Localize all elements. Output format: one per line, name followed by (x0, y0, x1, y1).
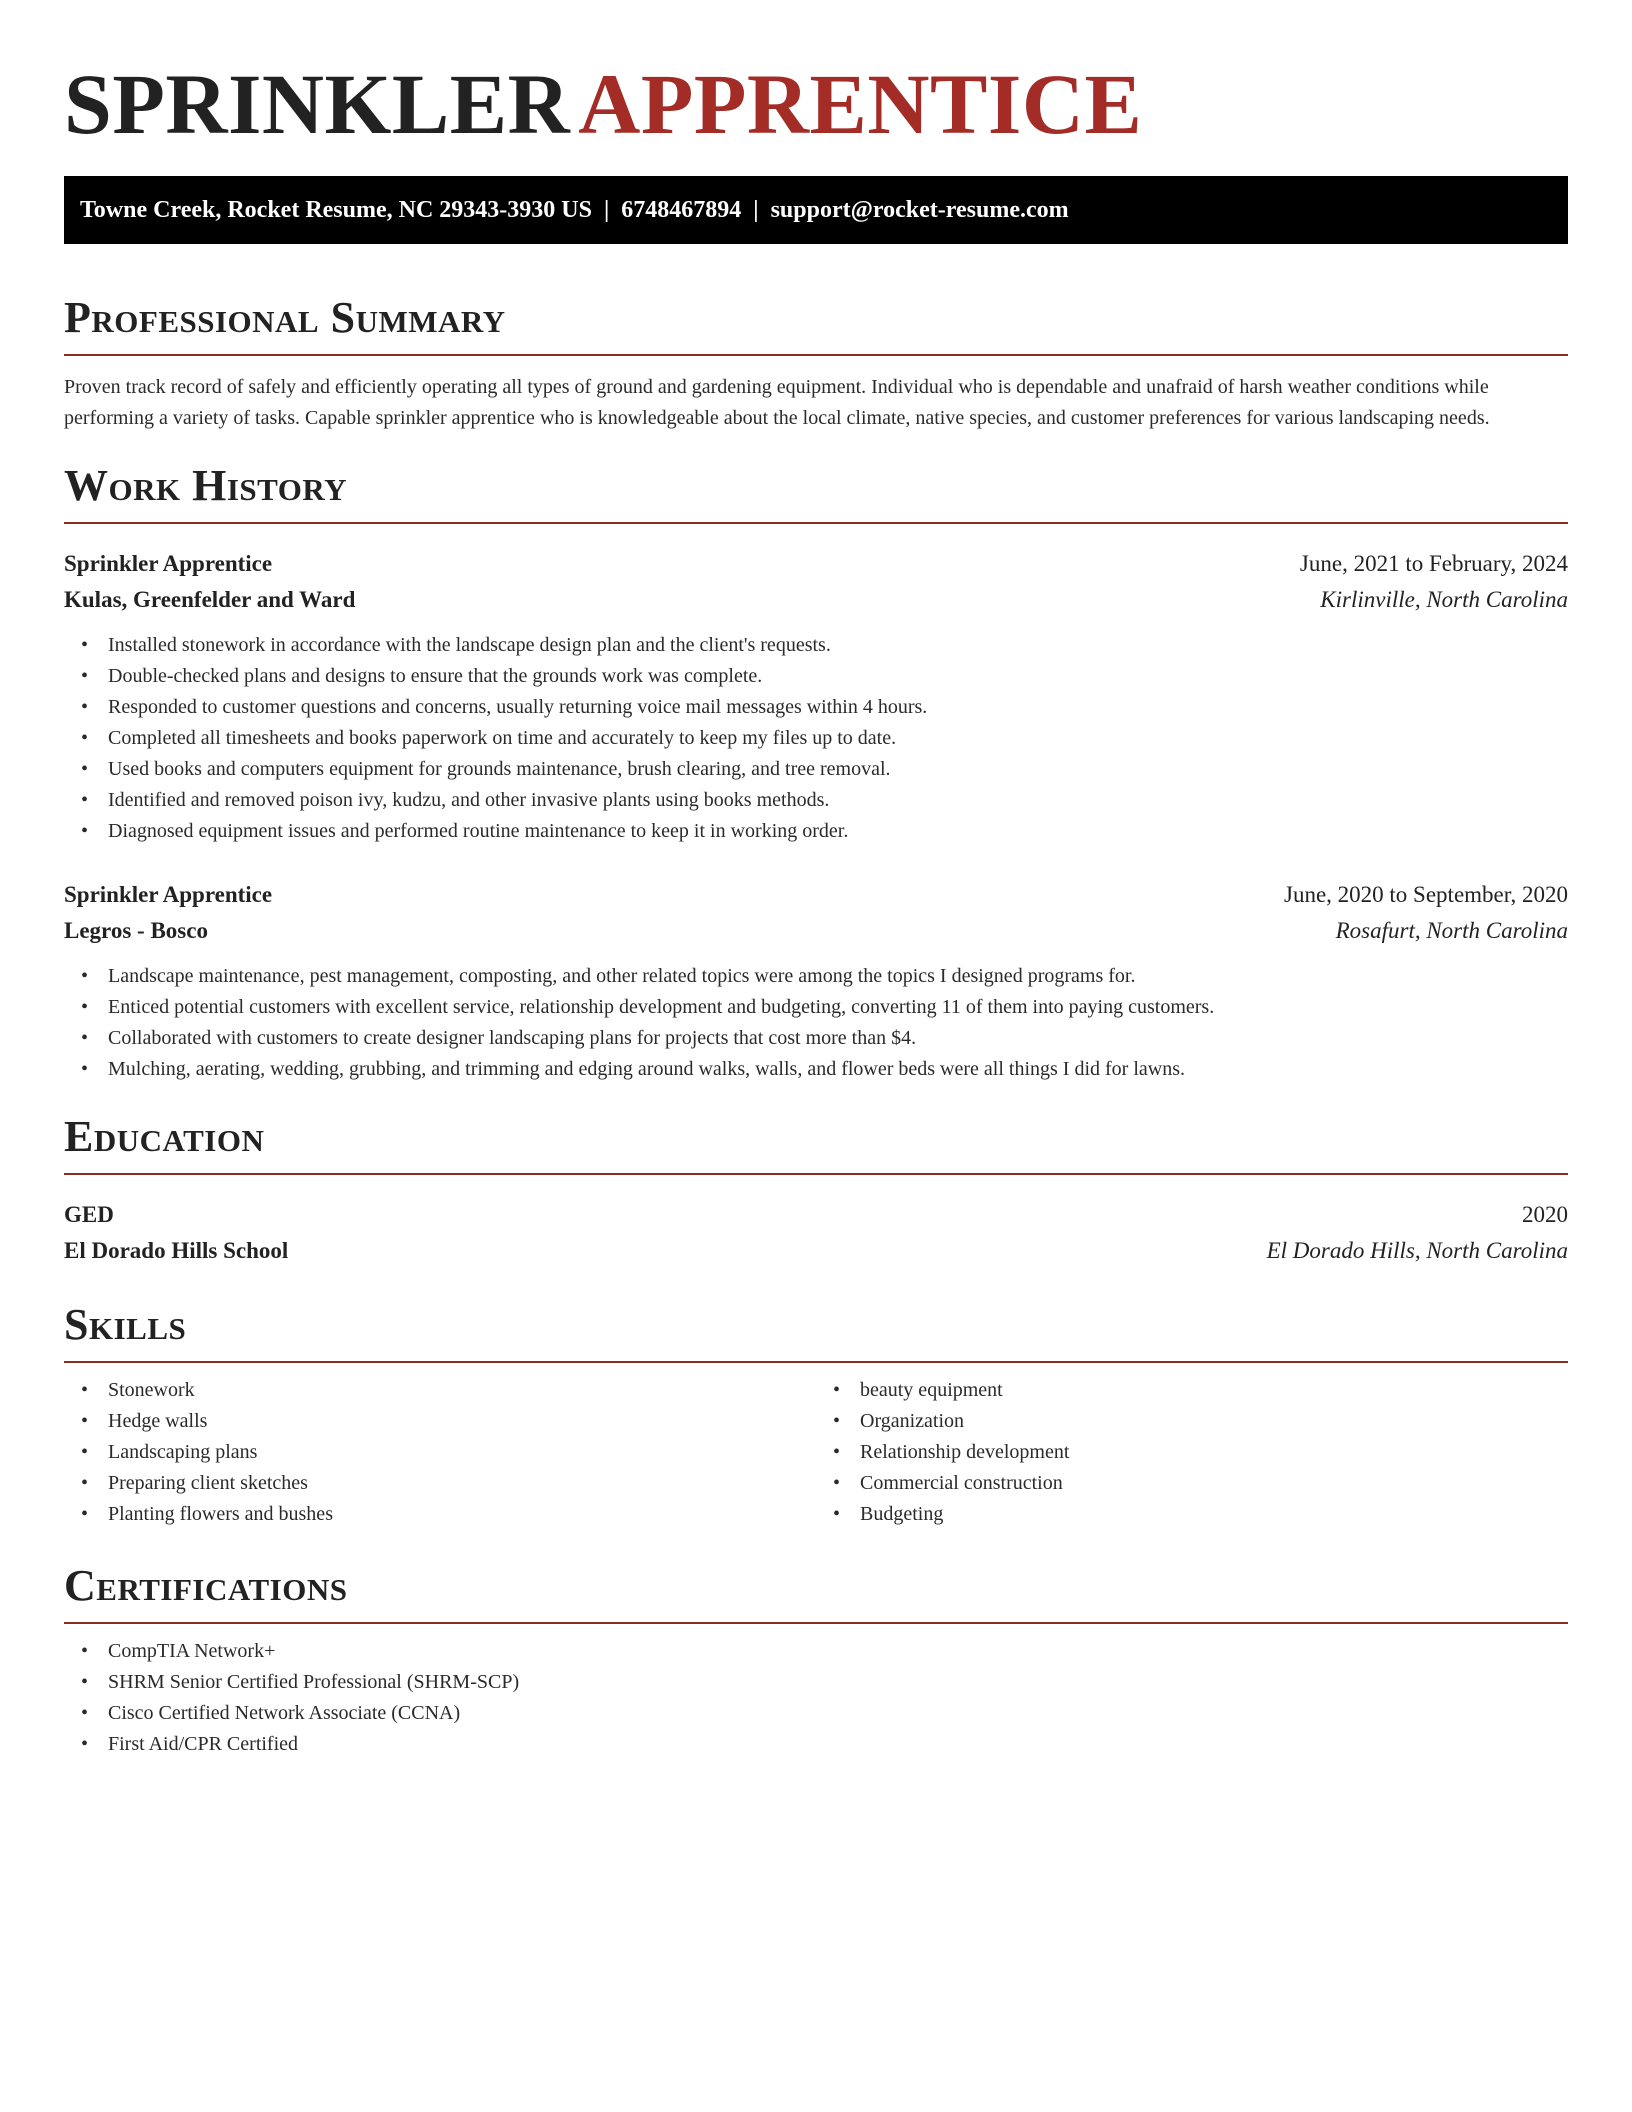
summary-text: Proven track record of safely and efficiently operating all types of ground and gardening equipment. Individual who is dependable and unafraid of harsh weather conditions while performing a variety of tasks. Capable sprinkler apprentice who is knowledgeable about the local climate, native species, and customer preferences for various landscaping needs. (64, 376, 1490, 429)
skill-item: • Landscaping plans (108, 1437, 816, 1468)
job-company: Legros - Bosco (64, 918, 208, 943)
section-divider (64, 522, 1568, 524)
contact-address: Towne Creek, Rocket Resume, NC 29343-3930 US (80, 197, 592, 223)
section-title: Professional Summary (64, 293, 506, 342)
contact-bar (64, 176, 1568, 244)
skill-item: • Preparing client sketches (108, 1468, 816, 1499)
section-title: Work History (64, 461, 348, 510)
resume-page (64, 0, 1568, 1760)
job-bullet: • Enticed potential customers with excellent service, relationship development and budgeting, converting 11 of them into paying customers. (108, 992, 1568, 1023)
job-bullet: • Double-checked plans and designs to ensure that the grounds work was complete. (108, 661, 1568, 692)
section-title: Certifications (64, 1561, 348, 1610)
job-location: Kirlinville, North Carolina (1320, 587, 1568, 612)
contact-email: support@rocket-resume.com (770, 197, 1069, 223)
skill-item: • Hedge walls (108, 1406, 816, 1437)
section-divider (64, 354, 1568, 356)
certification-item: • SHRM Senior Certified Professional (SHRM-SCP) (108, 1667, 1568, 1698)
job-bullet: • Identified and removed poison ivy, kudzu, and other invasive plants using books methods. (108, 785, 1568, 816)
education-degree: GED (64, 1202, 114, 1227)
job-company: Kulas, Greenfelder and Ward (64, 587, 356, 612)
section-divider (64, 1622, 1568, 1624)
certification-item: • CompTIA Network+ (108, 1636, 1568, 1667)
job-role: Sprinkler Apprentice (64, 882, 273, 907)
name-last: APPRENTICE (578, 56, 1143, 152)
contact-separator: | (603, 197, 610, 223)
skill-item: • Relationship development (860, 1437, 1568, 1468)
education-year: 2020 (1522, 1202, 1568, 1227)
job-dates: June, 2021 to February, 2024 (1299, 551, 1568, 576)
name-first: SPRINKLER (64, 56, 571, 152)
section-title: Skills (64, 1300, 187, 1349)
job-entry (64, 546, 1568, 847)
section-skills (64, 1299, 1568, 1530)
skill-item: • Stonework (108, 1375, 816, 1406)
contact-separator: | (753, 197, 759, 223)
resume-name (64, 54, 1568, 154)
section-certifications (64, 1560, 1568, 1760)
job-bullets (64, 630, 1568, 847)
job-bullets (64, 961, 1568, 1085)
job-bullet: • Installed stonework in accordance with the landscape design plan and the client's requests. (108, 630, 1568, 661)
job-bullet: • Completed all timesheets and books paperwork on time and accurately to keep my files up to date. (108, 723, 1568, 754)
section-work-history (64, 460, 1568, 1085)
skills-list-left (64, 1375, 816, 1530)
education-location: El Dorado Hills, North Carolina (1266, 1238, 1568, 1263)
skill-item: • beauty equipment (860, 1375, 1568, 1406)
job-bullet: • Mulching, aerating, wedding, grubbing, and trimming and edging around walks, walls, and flower beds were all things I did for lawns. (108, 1054, 1568, 1085)
skill-item: • Organization (860, 1406, 1568, 1437)
job-role: Sprinkler Apprentice (64, 551, 273, 576)
certifications-list (64, 1636, 1568, 1760)
job-bullet: • Responded to customer questions and concerns, usually returning voice mail messages within 4 hours. (108, 692, 1568, 723)
job-location: Rosafurt, North Carolina (1335, 918, 1568, 943)
job-bullet: • Used books and computers equipment for grounds maintenance, brush clearing, and tree removal. (108, 754, 1568, 785)
section-title: Education (64, 1112, 265, 1161)
skills-list-right (816, 1375, 1568, 1530)
job-bullet: • Collaborated with customers to create designer landscaping plans for projects that cost more than $4. (108, 1023, 1568, 1054)
job-bullet: • Landscape maintenance, pest management, composting, and other related topics were among the topics I designed programs for. (108, 961, 1568, 992)
certification-item: • Cisco Certified Network Associate (CCNA) (108, 1698, 1568, 1729)
contact-phone: 6748467894 (621, 197, 742, 223)
education-school: El Dorado Hills School (64, 1238, 289, 1263)
job-bullet: • Diagnosed equipment issues and performed routine maintenance to keep it in working order. (108, 816, 1568, 847)
skill-item: • Budgeting (860, 1499, 1568, 1530)
section-education (64, 1111, 1568, 1269)
job-entry (64, 877, 1568, 1085)
section-divider (64, 1173, 1568, 1175)
certification-item: • First Aid/CPR Certified (108, 1729, 1568, 1760)
skill-item: • Planting flowers and bushes (108, 1499, 816, 1530)
section-professional-summary (64, 292, 1568, 434)
skill-item: • Commercial construction (860, 1468, 1568, 1499)
job-dates: June, 2020 to September, 2020 (1284, 882, 1568, 907)
